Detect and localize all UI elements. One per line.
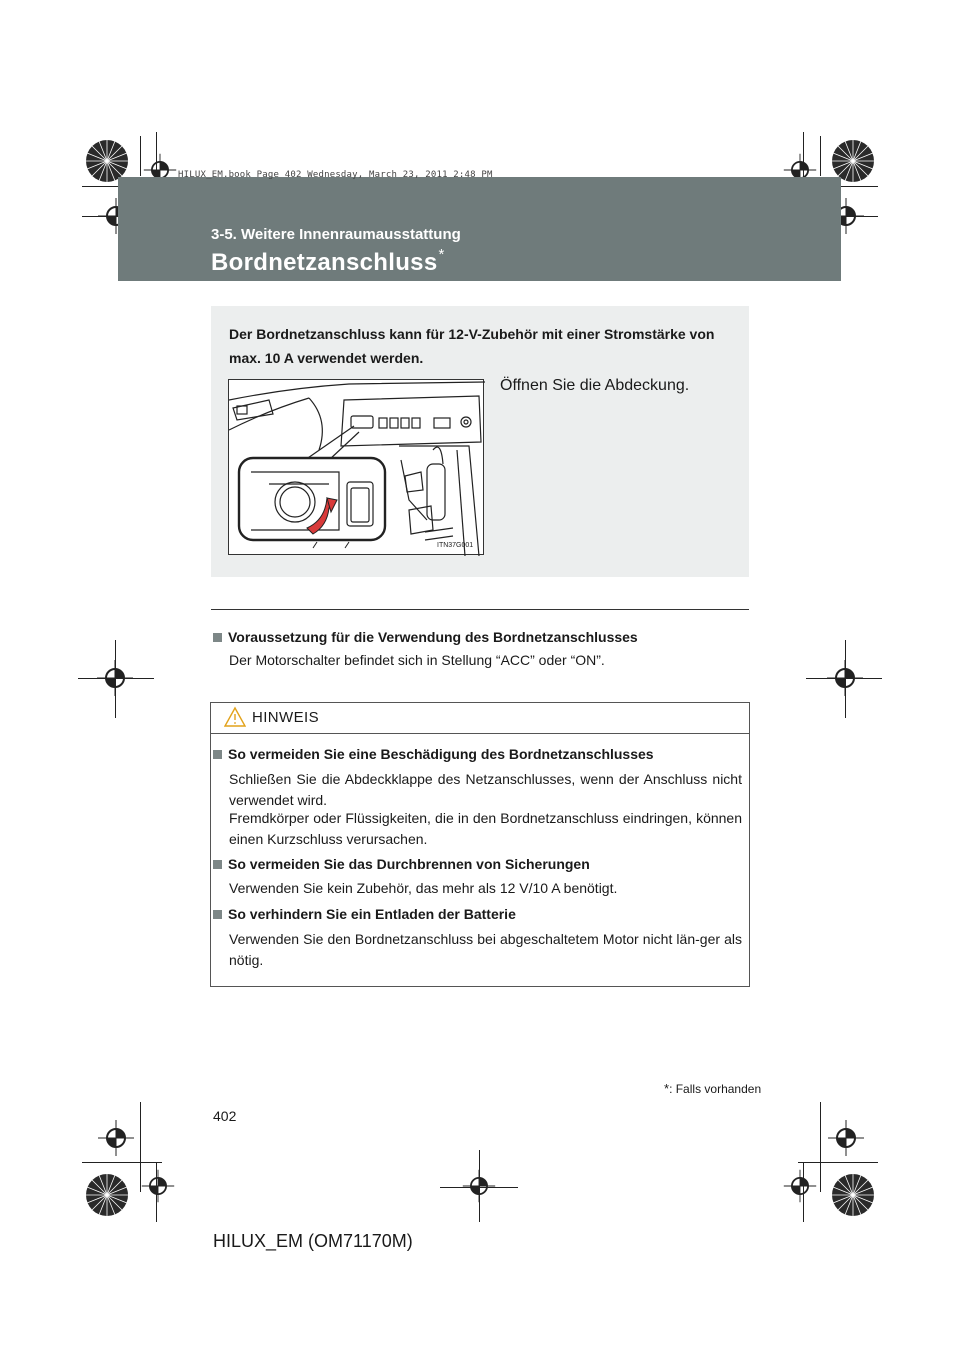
step-instruction: Öffnen Sie die Abdeckung. — [500, 377, 690, 394]
warning-triangle-icon — [224, 706, 246, 728]
title-footnote-mark: * — [438, 246, 445, 263]
notice-item-3-heading-text: So verhindern Sie ein Entladen der Batterie — [228, 906, 516, 922]
notice-item-3-text: Verwenden Sie den Bordnetzanschluss bei abgeschaltetem Motor nicht län-ger als nötig. — [229, 931, 742, 968]
notice-item-3-heading — [213, 906, 516, 922]
footnote — [664, 1081, 761, 1096]
square-bullet-icon — [213, 910, 222, 919]
footnote-mark: * — [664, 1081, 670, 1096]
page-number: 402 — [213, 1108, 237, 1124]
section-divider — [211, 609, 749, 610]
notice-item-2-heading-text: So vermeiden Sie das Durchbrennen von Sicherungen — [228, 856, 590, 872]
notice-label: HINWEIS — [252, 709, 319, 726]
notice-item-1-heading-text: So vermeiden Sie eine Beschädigung des Bordnetzanschlusses — [228, 746, 654, 762]
file-stamp: HILUX_EM.book Page 402 Wednesday, March 23, 2011 2:48 PM — [178, 170, 493, 180]
power-outlet-illustration — [228, 379, 484, 555]
title-text: Bordnetzanschluss — [211, 249, 438, 276]
footnote-text: : Falls vorhanden — [669, 1082, 762, 1096]
square-bullet-icon — [213, 633, 222, 642]
starburst-mark-icon — [830, 1172, 876, 1218]
crosshair-icon — [95, 658, 135, 698]
model-code: HILUX_EM (OM71170M) — [213, 1231, 413, 1251]
crosshair-icon — [826, 1118, 866, 1158]
notice-item-1-heading — [213, 746, 654, 762]
figure-code: ITN37G001 — [437, 542, 474, 549]
crosshair-icon — [825, 658, 865, 698]
condition-heading — [213, 629, 638, 645]
notice-item-2-text: Verwenden Sie kein Zubehör, das mehr als 12 V/10 A benötigt. — [229, 880, 618, 896]
notice-header-divider — [211, 733, 749, 734]
condition-text: Der Motorschalter befindet sich in Stellung “ACC” oder “ON”. — [229, 652, 605, 668]
notice-item-1-text-2: Fremdkörper oder Flüssigkeiten, die in den Bordnetzanschluss eindringen, können einen Kurzschluss verursachen. — [229, 810, 742, 847]
page-title — [211, 248, 445, 277]
condition-heading-text: Voraussetzung für die Verwendung des Bordnetzanschlusses — [228, 629, 638, 645]
dashboard-drawing — [229, 380, 485, 556]
crosshair-icon — [461, 1168, 497, 1204]
section-heading: 3-5. Weitere Innenraumausstattung — [211, 226, 461, 243]
crosshair-icon — [96, 1118, 136, 1158]
crosshair-icon — [140, 1168, 176, 1204]
starburst-mark-icon — [84, 1172, 130, 1218]
intro-text: Der Bordnetzanschluss kann für 12-V-Zubehör mit einer Stromstärke von max. 10 A verwendet werden. — [229, 326, 715, 366]
notice-item-1-text-1: Schließen Sie die Abdeckklappe des Netzanschlusses, wenn der Anschluss nicht verwendet wird. — [229, 771, 742, 808]
square-bullet-icon — [213, 860, 222, 869]
square-bullet-icon — [213, 750, 222, 759]
notice-item-2-heading — [213, 856, 590, 872]
crosshair-icon — [782, 1168, 818, 1204]
